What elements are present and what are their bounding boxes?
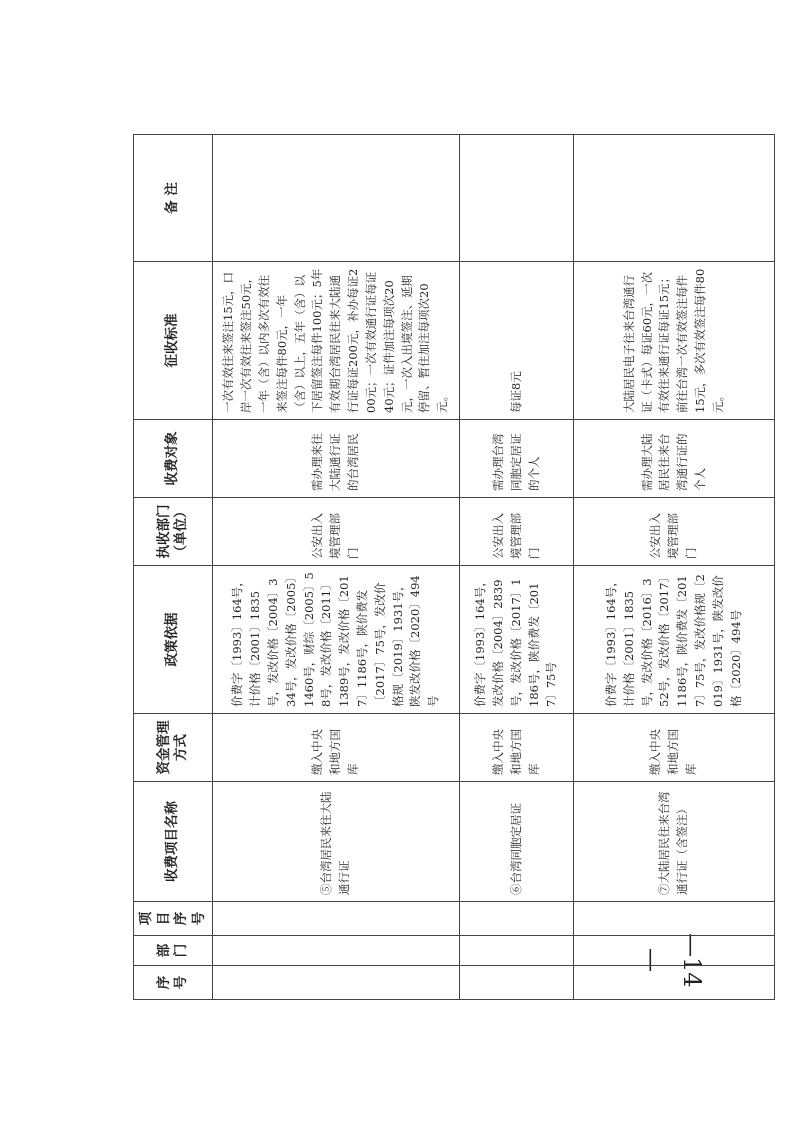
header-policy-basis: 政策依据: [134, 566, 213, 714]
page-number: —14—: [638, 932, 706, 988]
table-row: [460, 135, 574, 1000]
cell-fee-object: 需办理大陆居民往来台湾通行证的个人: [574, 420, 775, 498]
table-header-row: [134, 135, 213, 1000]
cell-fund-mgmt: 缴入中央和地方国库: [213, 714, 460, 782]
cell-note: [213, 135, 460, 262]
cell-dept: [574, 936, 775, 966]
fee-table-rotated: [133, 135, 753, 1000]
cell-fee-object: 需办理来往大陆通行证的台湾居民: [213, 420, 460, 498]
header-dept: 部门: [134, 936, 213, 966]
cell-fund-mgmt: 缴入中央和地方国库: [460, 714, 574, 782]
cell-fund-mgmt: 缴入中央和地方国库: [574, 714, 775, 782]
cell-fee-standard: 每证8元: [460, 262, 574, 420]
cell-policy-basis: 价费字〔1993〕164号，发改价格〔2004〕2839号，发改价格〔2017〕1186号，陕价费发〔2017〕75号: [460, 566, 574, 714]
header-note: 备 注: [134, 135, 213, 262]
cell-seq: [460, 966, 574, 1000]
cell-item-name: ⑤台湾居民来往大陆通行证: [213, 782, 460, 902]
header-collecting-unit: 执收部门（单位）: [134, 498, 213, 566]
cell-fee-standard: 一次有效往来签注15元，口岸一次有效往来签注50元，一年（含）以内多次有效往来签注每件80元，一年（含）以上，五年（含）以下居留签注每件100元；5年有效期台湾居民往来大陆通行证每证200元，补办每证200元；一次有效通行证每证40元；证件加注每项次20元，一次入出境签注、延期停留、暂住加注每项次20元。: [213, 262, 460, 420]
header-item-seq: 项目序号: [134, 902, 213, 936]
cell-item-seq: [213, 902, 460, 936]
cell-seq: [213, 966, 460, 1000]
cell-dept: [213, 936, 460, 966]
fee-table: [133, 134, 775, 1000]
cell-item-name: ⑦大陆居民往来台湾通行证（含签注）: [574, 782, 775, 902]
table-row: [213, 135, 460, 1000]
header-item-name: 收费项目名称: [134, 782, 213, 902]
cell-item-seq: [460, 902, 574, 936]
header-fee-object: 收费对象: [134, 420, 213, 498]
header-seq: 序号: [134, 966, 213, 1000]
cell-collecting-unit: 公安出入境管理部门: [213, 498, 460, 566]
header-fund-mgmt: 资金管理方式: [134, 714, 213, 782]
cell-note: [460, 135, 574, 262]
cell-seq: [574, 966, 775, 1000]
cell-policy-basis: 价费字〔1993〕164号，计价格〔2001〕1835号，发改价格〔2004〕334号，发改价格〔2005〕1460号，财综〔2005〕58号，发改价格〔2011〕1389号，发改价格〔2017〕1186号，陕价费发〔2017〕75号，发改价格规〔2019〕1931号，陕发改价格〔2020〕494号: [213, 566, 460, 714]
cell-fee-standard: 大陆居民电子往来台湾通行证（卡式）每证60元，一次有效往来通行证每证15元；前往台湾一次有效签注每件15元，多次有效签注每件80元。: [574, 262, 775, 420]
cell-item-name: ⑥台湾同胞定居证: [460, 782, 574, 902]
cell-dept: [460, 936, 574, 966]
cell-item-seq: [574, 902, 775, 936]
table-row: [574, 135, 775, 1000]
cell-collecting-unit: 公安出入境管理部门: [574, 498, 775, 566]
cell-collecting-unit: 公安出入境管理部门: [460, 498, 574, 566]
header-fee-standard: 征收标准: [134, 262, 213, 420]
cell-fee-object: 需办理台湾同胞定居证的个人: [460, 420, 574, 498]
cell-note: [574, 135, 775, 262]
cell-policy-basis: 价费字〔1993〕164号，计价格〔2001〕1835号，发改价格〔2016〕352号，发改价格〔2017〕1186号，陕价费发〔2017〕75号，发改价格规〔2019〕1931号，陕发改价格〔2020〕494号: [574, 566, 775, 714]
